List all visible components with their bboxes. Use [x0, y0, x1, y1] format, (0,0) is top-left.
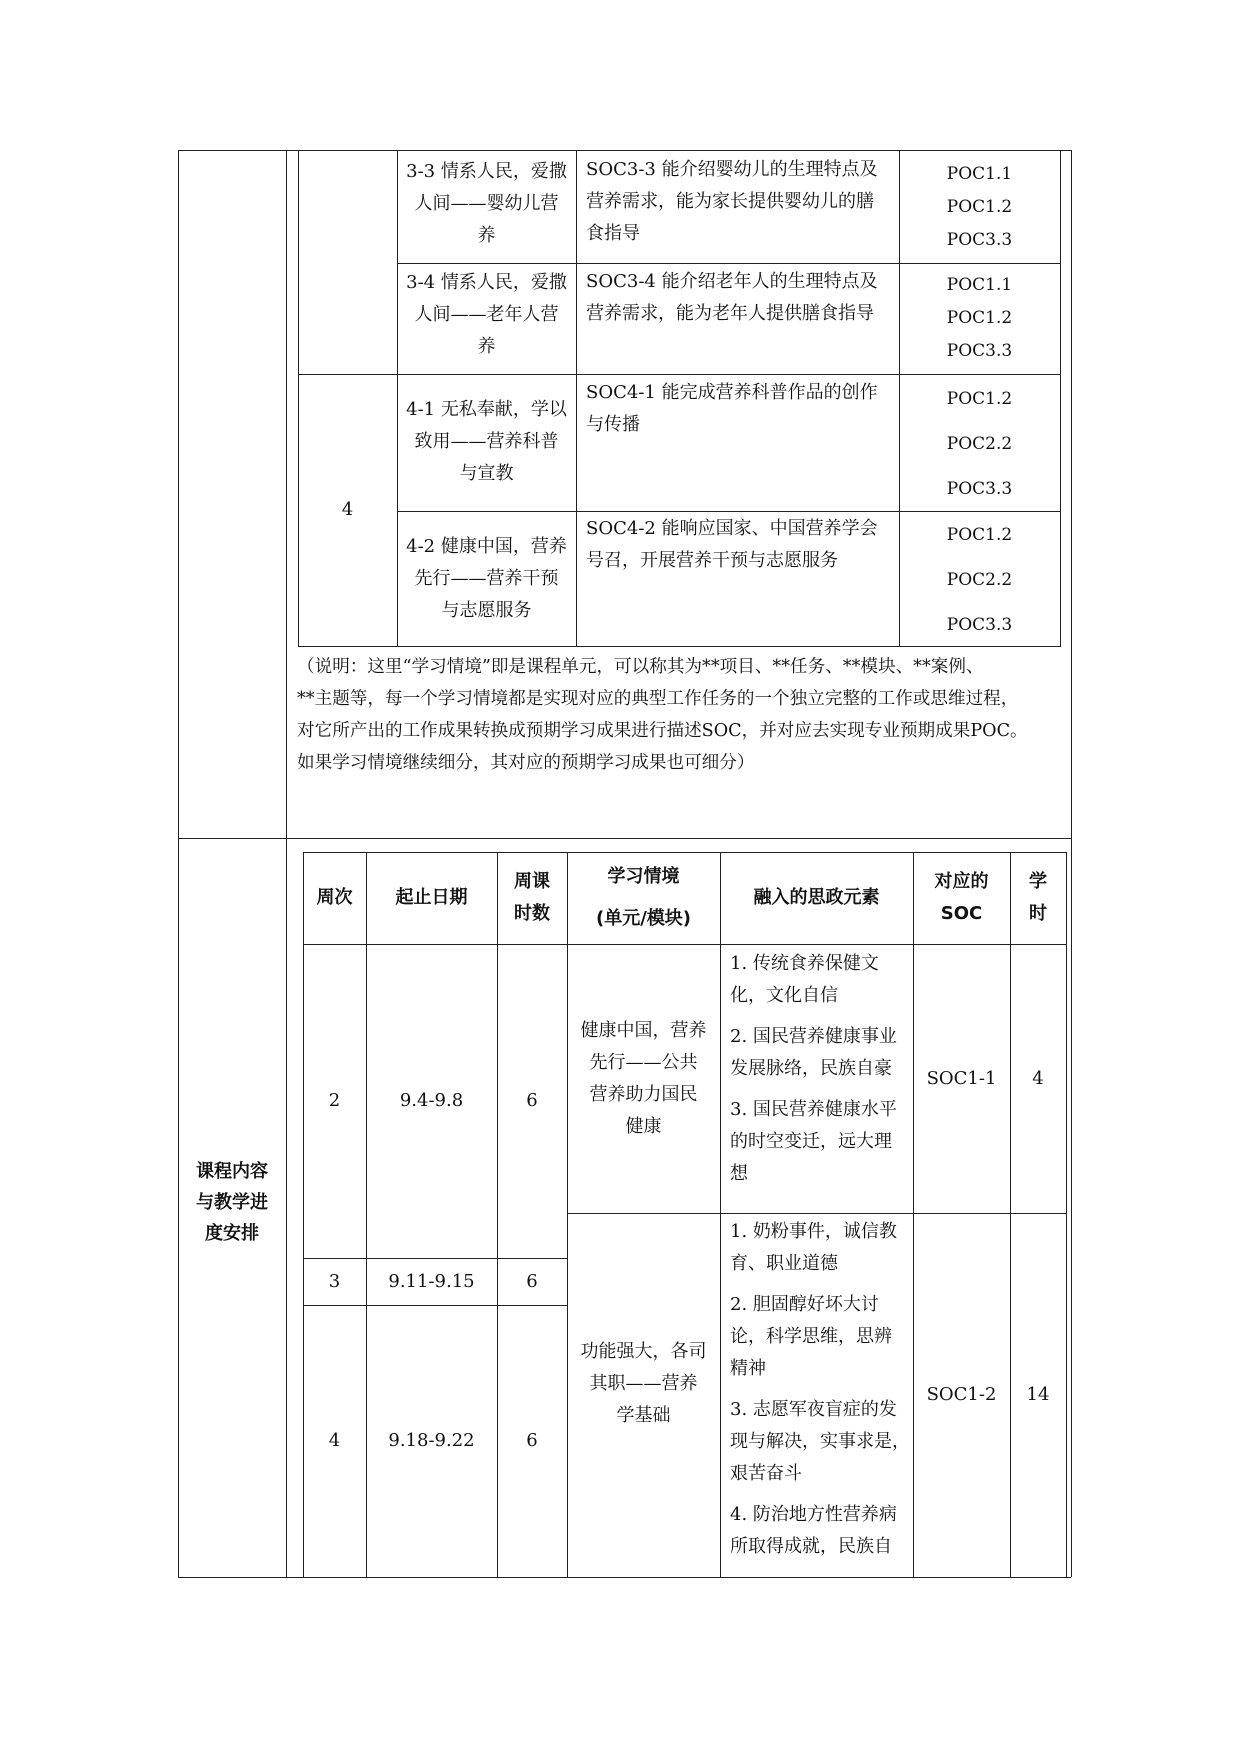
header-weekly-hours: 周课 时数: [514, 871, 550, 924]
learning-situation-title: 功能强大，各司 其职——营养 学基础: [580, 1341, 707, 1426]
schedule-table-line: [720, 852, 721, 1577]
ideology-item: 4. 防治地方性营养病 所取得成就，民族自: [730, 1504, 897, 1557]
header-dates: 起止日期: [395, 887, 468, 908]
situation-hours: 4: [1032, 1067, 1044, 1089]
learning-situation-cell: 3-4 情系人民，爱撒 人间——老年人营 养: [406, 272, 567, 357]
ideology-elements-list: [730, 1216, 910, 1574]
ideology-item: 2. 胆固醇好坏大讨 论，科学思维，思辨 精神: [730, 1294, 892, 1379]
soc-description-cell: SOC3-3 能介绍婴幼儿的生理特点及 营养需求，能为家长提供婴幼儿的膳 食指导: [586, 159, 878, 244]
ideology-item: 1. 传统食养保健文 化，文化自信: [730, 953, 879, 1006]
upper-table-line: [298, 374, 1061, 375]
upper-table-line: [576, 150, 577, 646]
poc-list: POC1.1 POC1.2 POC3.3: [946, 164, 1013, 250]
header-ideology-elements: 融入的思政元素: [753, 887, 880, 908]
upper-table-line: [397, 263, 1061, 264]
learning-situation-cell: 4-2 健康中国，营养 先行——营养干预 与志愿服务: [406, 536, 567, 621]
unit-number: 4: [341, 499, 354, 520]
week-hours: 6: [526, 1430, 538, 1451]
header-week: 周次: [316, 887, 353, 908]
explanation-note: （说明：这里“学习情境”即是课程单元，可以称其为**项目、**任务、**模块、**案例、 **主题等，每一个学习情境都是实现对应的典型工作任务的一个独立完整的工作或思维过程， 对它所产出的工作成果转换成预期学习成果进行描述SOC，并对应去实现专业预期成果POC。 如果学习情境继续细分，其对应的预期学习成果也可细分）: [297, 657, 1028, 773]
soc-description-cell: SOC4-1 能完成营养科普作品的创作 与传播: [586, 382, 878, 435]
header-credit-hours: 学 时: [1029, 871, 1047, 924]
outer-middle-border: [178, 838, 1071, 839]
situation-hours: 14: [1026, 1384, 1050, 1405]
week-number: 3: [328, 1270, 341, 1292]
week-dates: 9.18-9.22: [388, 1430, 475, 1451]
header-learning-situation: 学习情境 (单元/模块): [595, 866, 692, 929]
ideology-item: 2. 国民营养健康事业 发展脉络，民族自豪: [730, 1026, 897, 1079]
upper-table-line: [397, 150, 1061, 151]
schedule-table-line: [303, 1577, 1066, 1578]
ideology-elements-list: [730, 948, 910, 1190]
week-number: 2: [328, 1090, 341, 1111]
outer-label-divider: [286, 150, 287, 1577]
learning-situation-title: 健康中国，营养 先行——公共 营养助力国民 健康: [580, 1019, 707, 1137]
poc-list: POC1.1 POC1.2 POC3.3: [946, 275, 1013, 361]
learning-situation-cell: 3-3 情系人民，爱撒 人间——婴幼儿营 养: [406, 161, 567, 246]
ideology-item: 1. 奶粉事件，诚信教 育、职业道德: [730, 1221, 897, 1274]
ideology-item: 3. 志愿军夜盲症的发 现与解决，实事求是， 艰苦奋斗: [730, 1399, 910, 1484]
situation-soc: SOC1-2: [926, 1384, 997, 1405]
outer-right-border: [1071, 150, 1072, 1577]
schedule-table-line: [1066, 852, 1067, 1577]
poc-list: POC1.2 POC2.2 POC3.3: [946, 525, 1013, 635]
week-hours: 6: [526, 1090, 538, 1111]
outer-left-border: [178, 150, 179, 1577]
week-dates: 9.4-9.8: [399, 1090, 464, 1111]
poc-list: POC1.2 POC2.2 POC3.3: [946, 389, 1013, 499]
section-label: 课程内容 与教学进 度安排: [196, 1160, 268, 1244]
upper-table-line: [1060, 150, 1061, 646]
learning-situation-cell: 4-1 无私奉献，学以 致用——营养科普 与宣教: [406, 399, 567, 484]
week-number: 4: [328, 1430, 341, 1451]
week-dates: 9.11-9.15: [388, 1270, 475, 1292]
week-hours: 6: [526, 1270, 538, 1292]
soc-description-cell: SOC4-2 能响应国家、中国营养学会 号召，开展营养干预与志愿服务: [586, 518, 878, 571]
header-soc: 对应的 SOC: [934, 871, 989, 924]
soc-description-cell: SOC3-4 能介绍老年人的生理特点及 营养需求，能为老年人提供膳食指导: [586, 271, 878, 324]
ideology-item: 3. 国民营养健康水平 的时空变迁，远大理 想: [730, 1099, 897, 1184]
situation-soc: SOC1-1: [926, 1067, 997, 1089]
